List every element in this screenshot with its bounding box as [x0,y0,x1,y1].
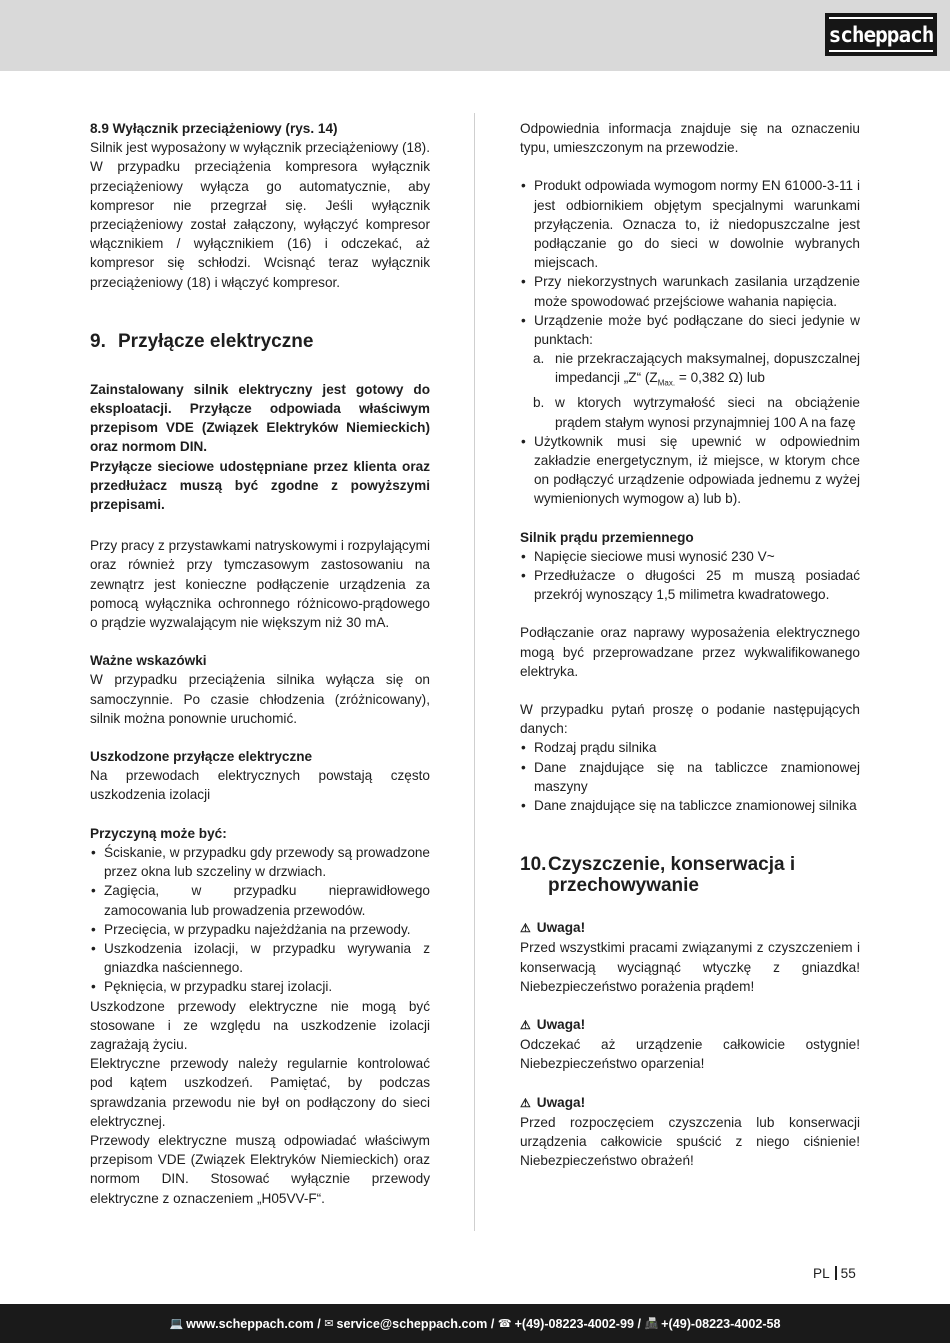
page-divider [835,1266,837,1280]
header-band [0,0,950,71]
list-item: • Dane znajdujące się na tabliczce znamionowej maszyny [520,758,860,796]
language-code: PL [813,1266,830,1281]
footer-contact-bar [0,1304,950,1343]
left-column [90,119,430,1208]
ac-motor-title: Silnik prądu przemiennego [520,529,694,545]
list-item: • Użytkownik musi się upewnić w odpowiednim zakładzie energetycznym, iż miejsce, w ktorym chce on podłączyć urządzenie odpowiada jednemu z wyżej wymienionych wymogow a) lub b). [520,432,860,509]
section-10-title: Czyszczenie, konserwacja i przechowywanie [548,854,796,897]
list-item: • Przy niekorzystnych warunkach zasilania urządzenie może spowodować przejściowe wahania napięcia. [520,272,860,310]
list-item-text: Urządzenie może być podłączane do sieci jedynie w punktach: [534,312,860,348]
column-divider [474,113,475,1231]
section-9-bold-text-2: Przyłącze sieciowe udostępniane przez klienta oraz przedłużacz muszą być zgodne z powyższymi przepisami. [90,458,430,513]
impedance-text: nie przekraczających maksymalnej, dopuszczalnej impedancji „Z“ (Z [555,351,860,386]
list-item: • Ściskanie, w przypadku gdy przewody są prowadzone przez okna lub szczeliny w drzwiach. [90,843,430,881]
warning-label: Uwaga! [536,920,586,936]
fax-icon: 📠 [644,1318,659,1330]
warning-title-1 [520,918,860,938]
warning-text-1: Przed wszystkimi pracami związanymi z czyszczeniem i konserwacją wyciągnąć wtyczkę z gniazdka! Niebezpieczeństwo porażenia prądem! [520,940,860,994]
website-link[interactable]: www.scheppach.com / [186,1316,321,1331]
cause-title: Przyczyną może być: [90,825,227,841]
warning-title-3 [520,1093,860,1113]
warning-title-2 [520,1015,860,1035]
cable-standard-text: Przewody elektryczne muszą odpowiadać właściwym przepisom VDE (Związek Elektryków Niemieckich) oraz normom DIN. Stosować wyłącznie przewody elektryczne z oznaczeniem „H05VV-F“. [90,1132,430,1206]
list-item-a [533,349,860,393]
email-link[interactable]: service@scheppach.com / [336,1316,495,1331]
questions-list [520,738,860,815]
connection-requirements-list-2 [520,432,860,509]
damaged-connection-text: Na przewodach elektrycznych powstają często uszkodzenia izolacji [90,768,430,803]
section-9-bold-text: Zainstalowany silnik elektryczny jest gotowy do eksploatacji. Przyłącze odpowiada właściwym przepisom VDE (Związek Elektryków Niemieckich) oraz normom DIN. [90,381,430,455]
cause-list [90,843,430,997]
warning-triangle-icon: ⚠ [520,1095,531,1110]
warning-text-2: Odczekać aż urządzenie całkowicie ostygnie! Niebezpieczeństwo oparzenia! [520,1037,860,1072]
section-9-number: 9. [90,330,106,352]
ac-motor-list [520,547,860,605]
list-item: • Dane znajdujące się na tabliczce znamionowej silnika [520,796,860,815]
section-9-paragraph: Przy pracy z przystawkami natryskowymi i rozpylającymi oraz również przy tymczasowym zastosowaniu na zewnątrz jest konieczne podłączenie urządzenia za pomocą wyłącznika ochronnego różnicowo-prądowego o prądzie wyzwalającym nie większym niż 30 mA. [90,538,430,631]
section-10-number: 10. [520,854,547,876]
list-item: • Pęknięcia, w przypadku starej izolacji. [90,977,430,996]
damaged-connection-title: Uszkodzone przyłącze elektryczne [90,749,313,765]
list-item: • Przedłużacze o długości 25 m muszą posiadać przekrój wynoszący 1,5 milimetra kwadratowego. [520,566,860,604]
page-number [813,1266,856,1281]
list-item: • Rodzaj prądu silnika [520,738,860,757]
scheppach-logo: scheppach [825,13,937,56]
section-10-heading [520,854,860,896]
damaged-cables-text: Uszkodzone przewody elektryczne nie mogą być stosowane i ze względu na uszkodzenie izolacji zagrażają życiu. [90,998,430,1052]
warning-label: Uwaga! [536,1094,586,1110]
list-item [520,311,860,349]
impedance-value: = 0,382 Ω) lub [675,370,765,386]
section-9-heading [90,331,430,352]
connection-requirements-list [520,176,860,349]
phone-icon: ☎ [497,1318,512,1330]
right-column [520,119,860,1170]
warning-text-3: Przed rozpoczęciem czyszczenia lub konserwacji urządzenia całkowicie spuścić z niego ciśnienie! Niebezpieczeństwo obrażeń! [520,1114,860,1169]
impedance-subscript: Max. [657,379,676,389]
computer-icon: 💻 [169,1318,184,1330]
section-9-title: Przyłącze elektryczne [118,330,314,352]
mail-icon: ✉ [324,1318,334,1330]
list-item: • Produkt odpowiada wymogom normy EN 61000-3-11 i jest odbiornikiem objętym specjalnymi warunkami przyłączenia. Oznacza to, iż niedopuszczalne jest podłączanie go do sieci w dowolnie wybranych miejscach. [520,176,860,272]
page-number-value: 55 [840,1266,856,1281]
list-item: • Zagięcia, w przypadku nieprawidłowego zamocowania lub prowadzenia przewodów. [90,881,430,919]
connection-points-list [533,349,860,432]
list-item: • Przecięcia, w przypadku najeżdżania na przewody. [90,920,430,939]
important-notes-title: Ważne wskazówki [90,653,207,669]
section-8-9-text: Silnik jest wyposażony w wyłącznik przeciążeniowy (18). W przypadku przeciążenia kompresora wyłącznik przeciążeniowy wyłącza go automatycznie, aby kompresor nie przegrzał się. Jeśli wyłącznik przeciążeniowy został załączony, wyłączyć kompresor włącznikiem / wyłącznikiem (16) i odczekać, aż kompresor się schłodzi. Wcisnąć teraz wyłącznik przeciążeniowy (18) i włączyć kompresor. [90,140,430,290]
warning-triangle-icon: ⚠ [520,1018,531,1033]
section-8-9-title: 8.9 Wyłącznik przeciążeniowy (rys. 14) [90,121,338,136]
list-item-b: b. w ktorych wytrzymałość sieci na obciążenie prądem stałym wynosi przynajmniej 100 A na fazę [533,393,860,431]
warning-label: Uwaga! [536,1017,586,1033]
list-item: • Napięcie sieciowe musi wynosić 230 V~ [520,547,860,566]
phone-number: +(49)-08223-4002-99 / [514,1316,641,1331]
questions-intro: W przypadku pytań proszę o podanie następujących danych: [520,702,860,737]
inspection-text: Elektryczne przewody należy regularnie kontrolować pod kątem uszkodzeń. Pamiętać, by podczas sprawdzania przewodu nie był on podłączony do sieci elektrycznej. [90,1056,430,1129]
list-item: • Uszkodzenia izolacji, w przypadku wyrywania z gniazdka naściennego. [90,939,430,977]
warning-triangle-icon: ⚠ [520,921,531,936]
important-notes-text: W przypadku przeciążenia silnika wyłącza się on samoczynnie. Po czasie chłodzenia (zróżnicowany), silnik można ponownie uruchomić. [90,672,430,726]
fax-number: +(49)-08223-4002-58 [661,1316,781,1331]
type-label-text: Odpowiednia informacja znajduje się na oznaczeniu typu, umieszczonym na przewodzie. [520,121,860,156]
qualified-electrician-text: Podłączanie oraz naprawy wyposażenia elektrycznego mogą być przeprowadzane przez wykwalifikowanego elektryka. [520,625,860,679]
